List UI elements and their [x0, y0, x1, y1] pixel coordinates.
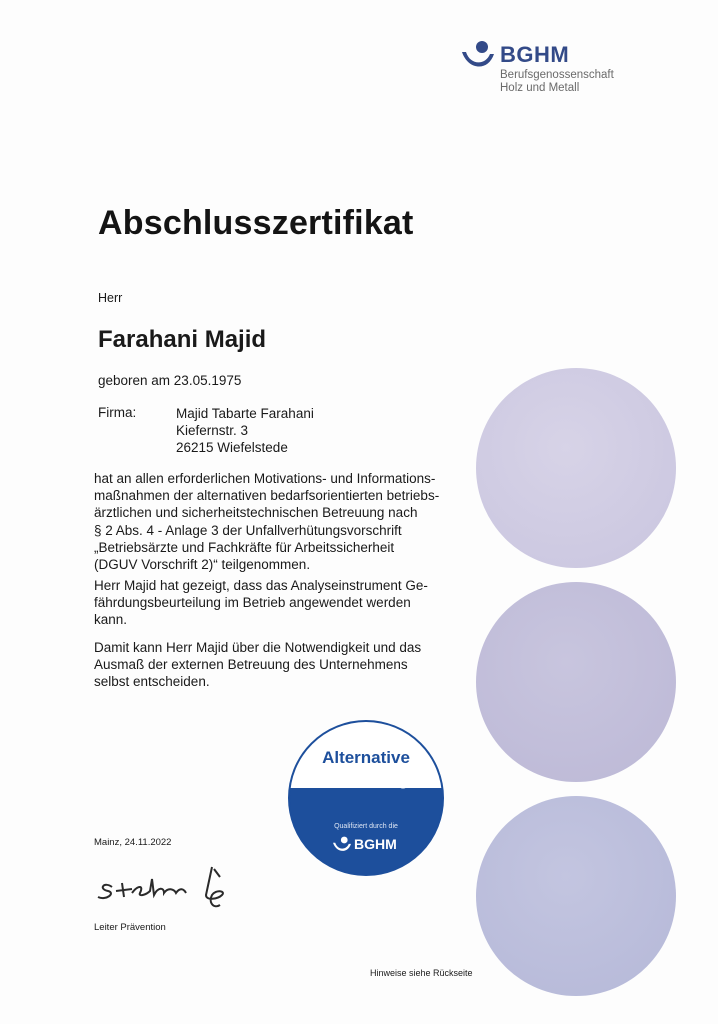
birth-date: geboren am 23.05.1975 — [98, 373, 242, 388]
bghm-logo — [460, 40, 660, 100]
seal-bghm-icon — [331, 836, 353, 854]
decorative-circle-3 — [476, 796, 676, 996]
seal-brand: BGHM — [354, 836, 397, 852]
company-city: 26215 Wiefelstede — [176, 440, 288, 455]
salutation: Herr — [98, 291, 123, 305]
certificate-title: Abschlusszertifikat — [98, 204, 414, 242]
place-date: Mainz, 24.11.2022 — [94, 837, 172, 848]
handwritten-signature — [94, 855, 254, 915]
alternative-betreuung-seal — [288, 720, 444, 876]
seal-line2: Betreuung — [323, 770, 409, 789]
company-label: Firma: — [98, 405, 137, 420]
logo-subtitle-line1: Berufsgenossenschaft — [500, 69, 614, 81]
logo-name: BGHM — [500, 42, 570, 67]
certificate-paragraph-2: Herr Majid hat gezeigt, dass das Analyseinstrument Ge- fährdungsbeurteilung im Betrieb angewendet werden kann. — [94, 578, 428, 628]
decorative-circle-1 — [476, 368, 676, 568]
recipient-name: Farahani Majid — [98, 326, 267, 353]
company-street: Kiefernstr. 3 — [176, 423, 249, 438]
company-address — [176, 405, 314, 456]
bghm-logo-icon — [460, 40, 496, 72]
company-name: Majid Tabarte Farahani — [176, 406, 314, 421]
certificate-paragraph-3: Damit kann Herr Majid über die Notwendigkeit und das Ausmaß der externen Betreuung des Unternehmens selbst entscheiden. — [94, 640, 422, 690]
back-page-note: Hinweise siehe Rückseite — [370, 968, 473, 978]
logo-subtitle-line2: Holz und Metall — [500, 82, 580, 94]
seal-qualified-text: Qualifiziert durch die — [334, 823, 398, 830]
certificate-paragraph-1: hat an allen erforderlichen Motivations- und Informations- maßnahmen der alternativen bedarfsorientierten betriebs- ärztlichen und sicherheitstechnischen Betreuung nach § 2 Abs. 4 - Anlage 3 der Unfallverhütungsvorschrift „Betriebsärzte und Fachkräfte für Arbeitssicherheit (DGUV Vorschrift 2)“ teilgenommen. — [94, 471, 440, 573]
decorative-circle-2 — [476, 582, 676, 782]
seal-line1: Alternative — [322, 748, 410, 767]
signature-title: Leiter Prävention — [94, 922, 166, 933]
